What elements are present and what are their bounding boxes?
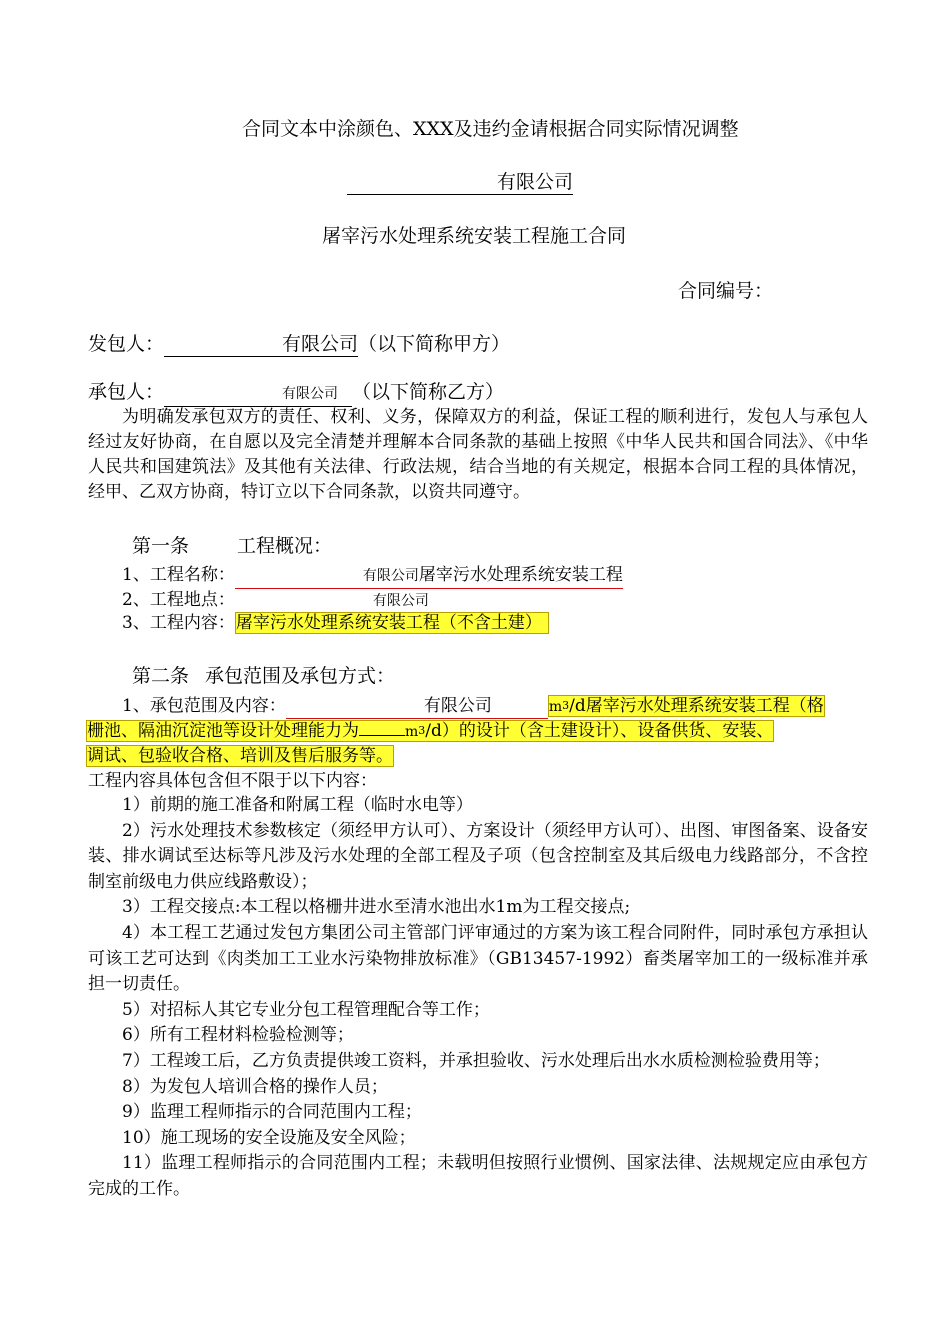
- contract-number-label: 合同编号：: [678, 280, 774, 302]
- project-site-value: 有限公司: [245, 589, 439, 614]
- project-name-line: [122, 563, 623, 589]
- scope-line-1: [122, 694, 825, 719]
- scope-company: 有限公司: [286, 694, 548, 719]
- scope-unit-m: m: [548, 699, 563, 715]
- scope-line-2: [86, 719, 774, 744]
- scope-line2b: /d）的设计（含土建设计）、设备供货、安装、: [425, 721, 774, 741]
- item-6: 6）所有工程材料检验检测等；: [122, 1025, 354, 1046]
- items-list: [88, 793, 868, 1203]
- party-a-suffix: （以下简称甲方）: [358, 333, 511, 355]
- project-name-company: 有限公司: [362, 568, 419, 584]
- items-intro: 工程内容具体包含但不限于以下内容：: [88, 771, 377, 791]
- item-9: 9）监理工程师指示的合同范围内工程；: [122, 1102, 422, 1123]
- company-header-text: 有限公司: [347, 170, 573, 195]
- article-1-title: 工程概况：: [237, 535, 333, 557]
- article-1-heading: [132, 534, 332, 558]
- article-1-number: 第一条: [132, 535, 190, 557]
- project-content-label: 3、工程内容：: [122, 613, 235, 633]
- item-11: 11）监理工程师指示的合同范围内工程；未载明但按照行业惯例、国家法律、法规规定应由承包方完成的工作。: [88, 1153, 868, 1199]
- capacity-blank[interactable]: [359, 735, 405, 736]
- contract-title: 屠宰污水处理系统安装工程施工合同: [322, 225, 627, 247]
- item-5: 5）对招标人其它专业分包工程管理配合等工作；: [122, 999, 490, 1020]
- scope-label: 1、承包范围及内容：: [122, 696, 286, 716]
- item-3: 3）工程交接点:本工程以格栅井进水至清水池出水1m为工程交接点;: [122, 897, 631, 918]
- party-b-company: 有限公司: [164, 382, 352, 407]
- scope-line2a: 栅池、隔油沉淀池等设计处理能力为: [87, 721, 359, 741]
- scope-highlight-1: [548, 695, 825, 717]
- item-2: 2）污水处理技术参数核定（须经甲方认可）、方案设计（须经甲方认可）、出图、审图备案、设备安装、排水调试至达标等凡涉及污水处理的全部工程及子项（包含控制室及其后级电力线路部分，不含控制室前级电力供应线路敷设）；: [88, 820, 868, 892]
- item-4: 4）本工程工艺通过发包方集团公司主管部门评审通过的方案为该工程合同附件，同时承包方承担认可该工艺可达到《肉类加工工业水污染物排放标准》（GB13457-1992）畜类屠宰加工的一级标准并承担一切责任。: [88, 922, 868, 995]
- project-site-label: 2、工程地点：: [122, 590, 235, 610]
- company-header: [347, 170, 573, 195]
- party-a-label: 发包人：: [88, 333, 165, 355]
- item-1: 1）前期的施工准备和附属工程（临时水电等）: [122, 795, 473, 815]
- project-content-value: 屠宰污水处理系统安装工程（不含土建）: [235, 612, 549, 634]
- item-8: 8）为发包人培训合格的操作人员；: [122, 1076, 388, 1097]
- scope-part1: /d屠宰污水处理系统安装工程（格: [569, 696, 824, 716]
- scope-line-3: [86, 744, 394, 768]
- project-name-value: 屠宰污水处理系统安装工程: [418, 565, 623, 585]
- article-2-number: 第二条: [132, 665, 190, 687]
- project-content-line: [122, 611, 549, 635]
- party-b-suffix: （以下简称乙方）: [352, 381, 505, 403]
- scope-line3: 调试、包验收合格、培训及售后服务等。: [87, 746, 393, 766]
- party-a-line: [88, 332, 510, 357]
- party-b-line: [88, 380, 504, 407]
- project-name-label: 1、工程名称：: [122, 565, 235, 585]
- adjust-note: 合同文本中涂颜色、XXX及违约金请根据合同实际情况调整: [242, 118, 739, 140]
- party-a-company: 有限公司: [164, 332, 358, 357]
- item-7: 7）工程竣工后，乙方负责提供竣工资料，并承担验收、污水处理后出水水质检测检验费用等；: [122, 1050, 830, 1071]
- party-b-label: 承包人：: [88, 381, 165, 403]
- project-name-field: [235, 563, 623, 589]
- scope-highlight-2: [86, 720, 774, 742]
- scope-unit-exp: 3: [562, 699, 570, 712]
- article-2-title: 承包范围及承包方式：: [205, 665, 396, 687]
- item-10: 10）施工现场的安全设施及安全风险；: [122, 1127, 416, 1148]
- article-2-heading: [132, 664, 395, 688]
- scope-unit-m-2: m: [405, 724, 419, 740]
- intro-paragraph: 为明确发承包双方的责任、权利、义务，保障双方的利益，保证工程的顺利进行，发包人与承包人经过友好协商，在自愿以及完全清楚并理解本合同条款的基础上按照《中华人民共和国合同法》、《中华人民共和国建筑法》及其他有关法律、行政法规，结合当地的有关规定，根据本合同工程的具体情况，经甲、乙双方协商，特订立以下合同条款，以资共同遵守。: [88, 407, 868, 502]
- scope-unit-exp-2: 3: [418, 724, 426, 737]
